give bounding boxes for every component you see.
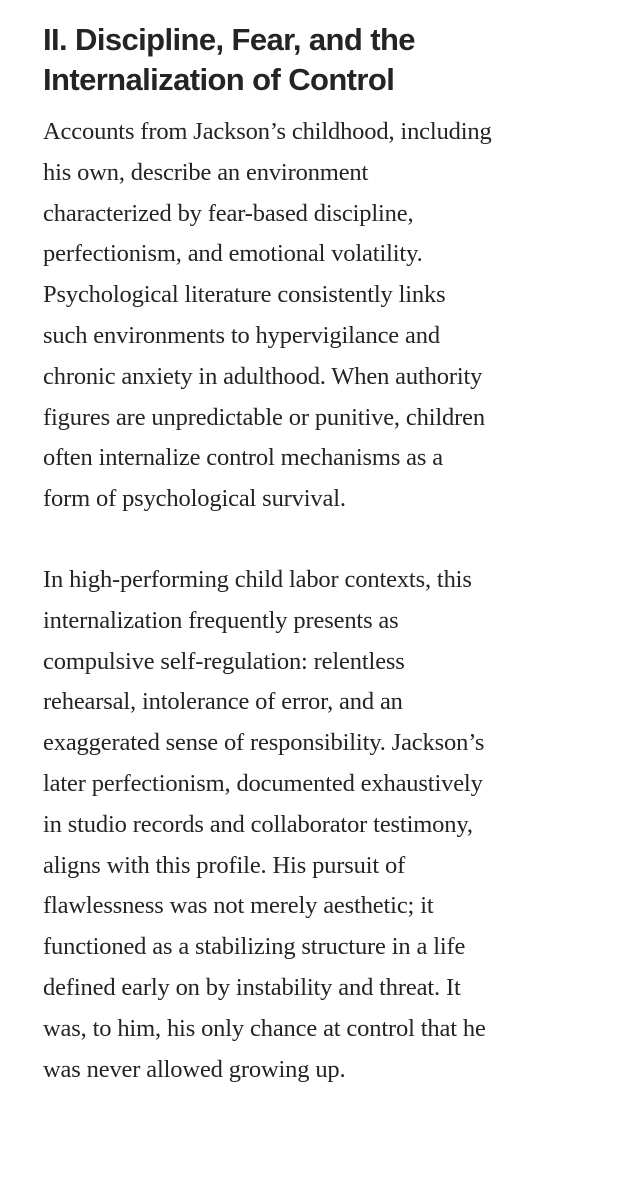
text-line: exaggerated sense of responsibility. Jackson’s bbox=[43, 729, 485, 757]
text-line: In high-performing child labor contexts, this bbox=[43, 565, 472, 593]
text-line: flawlessness was not merely aesthetic; it bbox=[43, 892, 434, 920]
text-line: Accounts from Jackson’s childhood, including bbox=[43, 118, 492, 145]
text-line: later perfectionism, documented exhaustively bbox=[43, 769, 483, 797]
text-line: often internalize control mechanisms as a bbox=[43, 444, 443, 472]
text-line: was never allowed growing up. bbox=[43, 1055, 346, 1083]
text-line: characterized by fear-based discipline, bbox=[43, 199, 414, 227]
text-line: form of psychological survival. bbox=[43, 485, 346, 513]
text-line: defined early on by instability and threat. It bbox=[43, 973, 461, 1001]
paragraph-2 bbox=[43, 560, 603, 1090]
text-line: perfectionism, and emotional volatility. bbox=[43, 240, 423, 268]
text-line: his own, describe an environment bbox=[43, 158, 369, 186]
article bbox=[43, 20, 603, 1090]
text-line: such environments to hypervigilance and bbox=[43, 321, 440, 349]
text-line: chronic anxiety in adulthood. When authority bbox=[43, 362, 483, 390]
text-line: in studio records and collaborator testimony, bbox=[43, 810, 473, 838]
text-line: functioned as a stabilizing structure in a life bbox=[43, 933, 466, 961]
text-line: figures are unpredictable or punitive, children bbox=[43, 403, 485, 431]
section-heading bbox=[43, 20, 603, 100]
text-line: aligns with this profile. His pursuit of bbox=[43, 851, 406, 879]
text-line: compulsive self-regulation: relentless bbox=[43, 647, 405, 675]
heading-line: Internalization of Control bbox=[43, 62, 395, 97]
text-line: was, to him, his only chance at control that he bbox=[43, 1014, 486, 1042]
text-line: rehearsal, intolerance of error, and an bbox=[43, 688, 403, 716]
paragraph-1 bbox=[43, 112, 603, 520]
heading-line: II. Discipline, Fear, and the bbox=[43, 22, 415, 57]
text-line: internalization frequently presents as bbox=[43, 606, 399, 634]
text-line: Psychological literature consistently links bbox=[43, 281, 446, 309]
